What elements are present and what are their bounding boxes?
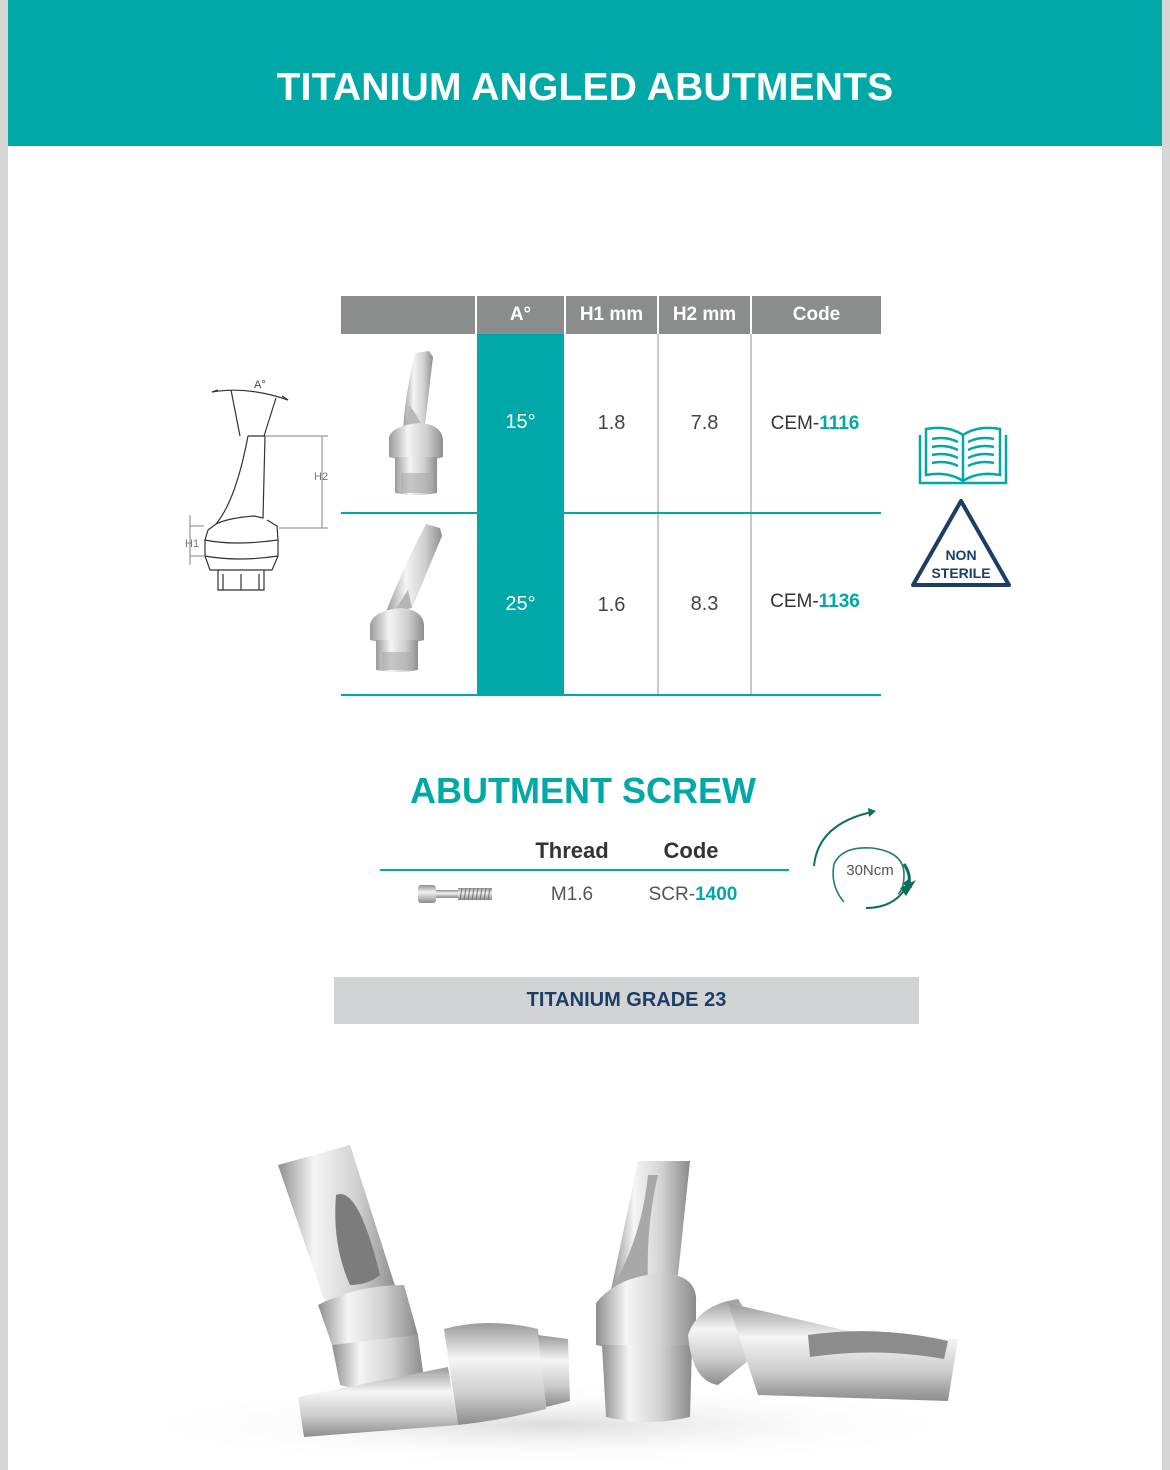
code-number: 1400 <box>695 884 738 905</box>
non-sterile-line2: STERILE <box>931 565 991 581</box>
h2-label: H2 <box>314 471 329 483</box>
th-image <box>341 296 475 334</box>
material-grade-bar: TITANIUM GRADE 23 <box>334 977 919 1024</box>
code-prefix: SCR- <box>648 884 696 905</box>
screw-code <box>638 884 748 906</box>
abutment-15-image <box>373 345 463 500</box>
header-banner <box>8 0 1162 146</box>
row2-angle: 25° <box>505 593 536 615</box>
abutment-25-image <box>356 520 466 680</box>
page-title: TITANIUM ANGLED ABUTMENTS <box>276 66 894 109</box>
catalog-page <box>8 0 1162 1470</box>
torque-value: 30Ncm <box>846 862 894 879</box>
angle-column <box>477 334 564 695</box>
row2-code <box>750 591 880 613</box>
row1-h1: 1.8 <box>597 412 626 434</box>
screw-th-code: Code <box>663 838 719 863</box>
h1-label: H1 <box>185 538 200 550</box>
th-code: Code <box>752 296 881 334</box>
non-sterile-line1: NON <box>945 547 977 563</box>
screw-th-thread: Thread <box>535 838 609 863</box>
torque-icon <box>808 806 924 912</box>
row-divider <box>341 694 881 696</box>
row2-h1: 1.6 <box>597 594 626 616</box>
row1-angle: 15° <box>505 411 536 433</box>
abutments-product-photo <box>118 1135 988 1465</box>
code-number: 1136 <box>818 591 860 612</box>
screw-section-title: ABUTMENT SCREW <box>410 770 756 811</box>
screw-thread-value: M1.6 <box>550 884 594 905</box>
code-prefix: CEM- <box>770 413 820 434</box>
th-h1: H1 mm <box>566 296 657 334</box>
open-book-icon <box>918 423 1008 485</box>
divider <box>657 334 659 695</box>
code-prefix: CEM- <box>770 591 819 612</box>
row1-h2: 7.8 <box>690 412 719 434</box>
technical-drawing <box>168 370 338 605</box>
angle-label: A° <box>254 379 266 391</box>
row2-h2: 8.3 <box>690 593 719 615</box>
divider <box>750 334 752 695</box>
screw-divider <box>380 869 789 871</box>
code-number: 1116 <box>819 413 860 434</box>
screw-image <box>416 882 494 906</box>
row-divider <box>341 512 881 514</box>
row1-code <box>750 413 880 435</box>
th-angle: A° <box>477 296 564 334</box>
th-h2: H2 mm <box>659 296 750 334</box>
non-sterile-badge <box>909 496 1013 590</box>
